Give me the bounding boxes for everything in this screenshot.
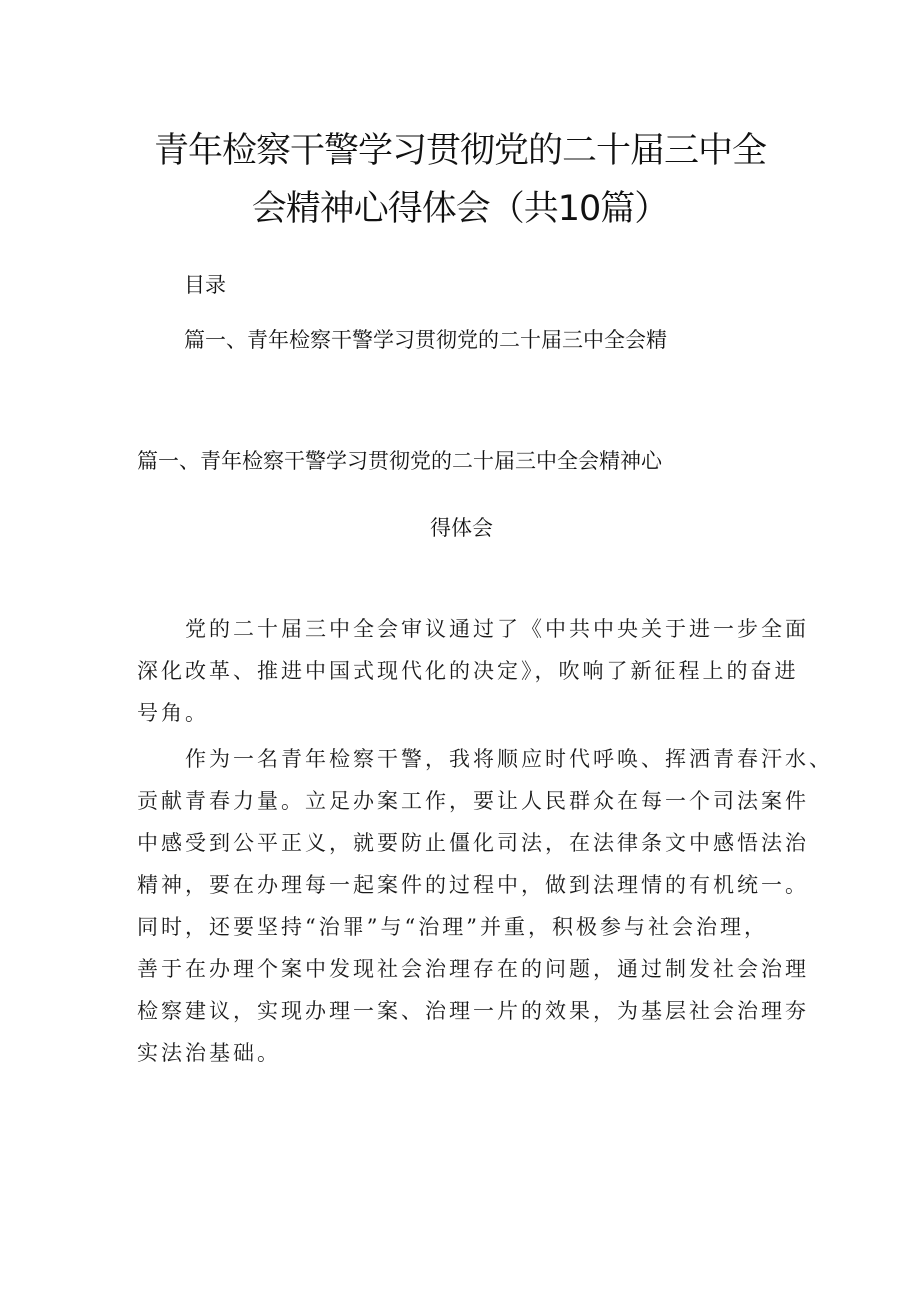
body-line-6: 中感受到公平正义，就要防止僵化司法，在法律条文中感悟法治 [137,831,809,855]
body-line-1: 党的二十届三中全会审议通过了《中共中央关于进一步全面 [185,617,809,641]
document-title-line-1: 青年检察干警学习贯彻党的二十届三中全 [153,131,766,171]
body-line-8: 同时，还要坚持“治罪”与“治理”并重，积极参与社会治理， [137,915,768,939]
body-line-2: 深化改革、推进中国式现代化的决定》，吹响了新征程上的奋进 [137,659,799,683]
body-line-4: 作为一名青年检察干警，我将顺应时代呼唤、挥洒青春汗水、 [185,747,833,771]
body-line-10: 检察建议，实现办理一案、治理一片的效果，为基层社会治理夯 [137,999,809,1023]
body-line-7: 精神，要在办理每一起案件的过程中，做到法理情的有机统一。 [137,873,809,897]
section-title-line-2: 得体会 [430,516,493,540]
toc-label: 目录 [184,273,226,297]
toc-item-1[interactable]: 篇一、青年检察干警学习贯彻党的二十届三中全会精 [184,328,667,352]
document-title-line-2: 会精神心得体会（共10篇） [251,189,669,229]
body-line-9: 善于在办理个案中发现社会治理存在的问题，通过制发社会治理 [137,957,809,981]
body-line-5: 贡献青春力量。立足办案工作，要让人民群众在每一个司法案件 [137,789,809,813]
section-title-line-1: 篇一、青年检察干警学习贯彻党的二十届三中全会精神心 [137,449,662,473]
body-line-11: 实法治基础。 [137,1041,281,1065]
body-line-3: 号角。 [137,701,209,725]
